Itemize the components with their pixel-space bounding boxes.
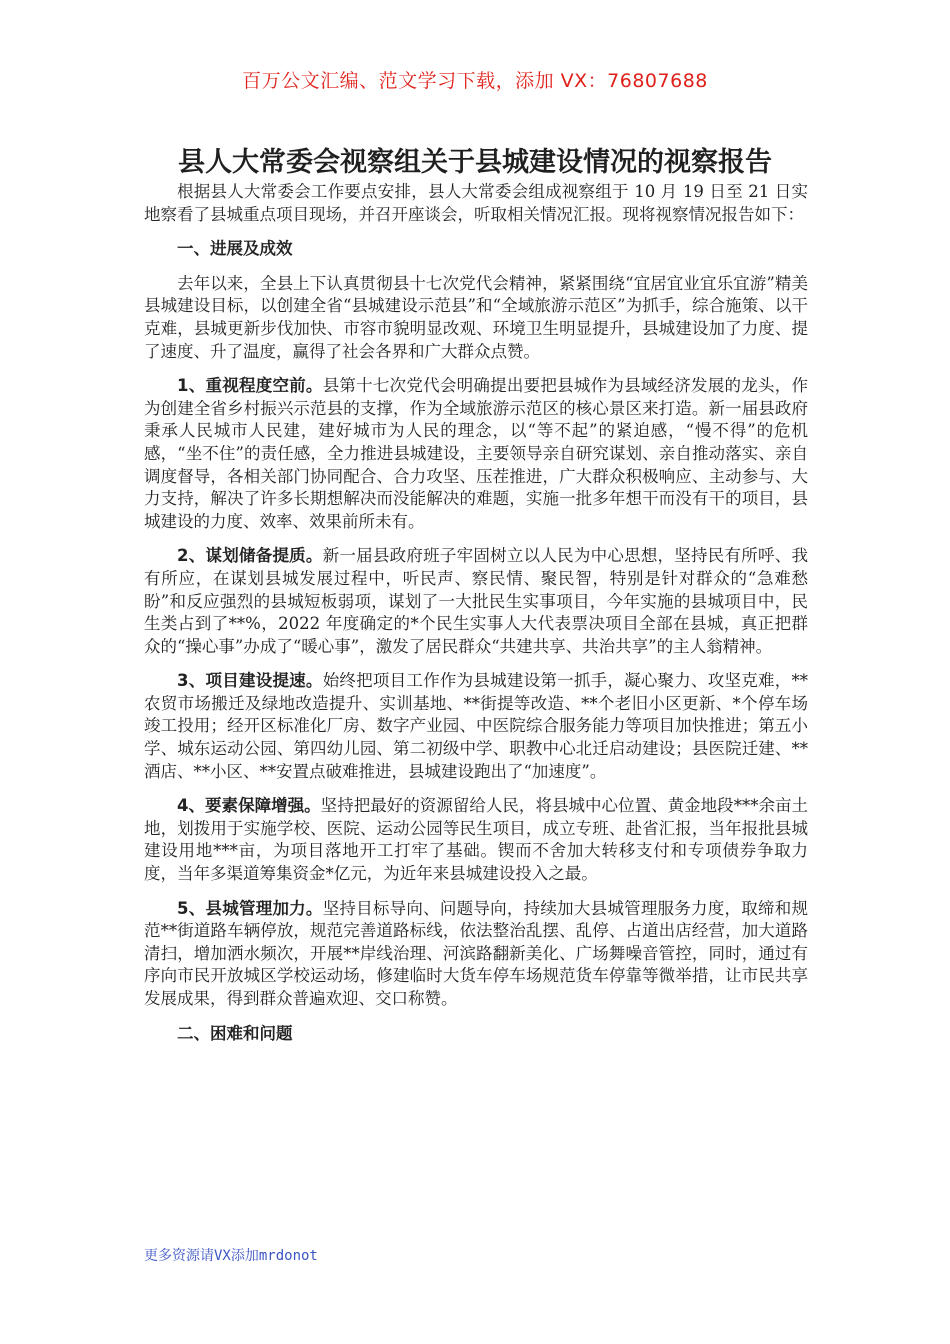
item-lead-5: 5、县城管理加力。	[177, 898, 323, 918]
document-body	[144, 181, 808, 1057]
item-lead-2: 2、谋划储备提质。	[177, 546, 323, 566]
item-text-3: 始终把项目工作作为县城建设第一抓手，凝心聚力、攻坚克难，**农贸市场搬迁及绿地改造提升、实训基地、**街提等改造、**个老旧小区更新、*个停车场竣工投用；经开区标准化厂房、数字产业园、中医院综合服务能力等项目加快推进；第五小学、城东运动公园、第四幼儿园、第二初级中学、职教中心北迁启动建设；县医院迁建、**酒店、**小区、**安置点破难推进，县城建设跑出了“加速度”。	[144, 671, 809, 781]
item-text-4: 坚持把最好的资源留给人民，将县城中心位置、黄金地段***余亩土地，划拨用于实施学校、医院、运动公园等民生项目，成立专班、赴省汇报，当年报批县城建设用地***亩，为项目落地开工打牢了基础。锲而不舍加大转移支付和专项债券争取力度，当年多渠道筹集资金*亿元，为近年来县城建设投入之最。	[144, 796, 809, 884]
section-summary-paragraph: 去年以来，全县上下认真贯彻县十七次党代会精神，紧紧围绕“宜居宜业宜乐宜游”精美县城建设目标，以创建全省“县城建设示范县”和“全域旅游示范区”为抓手，综合施策、以干克难，县城更新步伐加快、市容市貌明显改观、环境卫生明显提升，县城建设加了力度、提了速度、升了温度，赢得了社会各界和广大群众点赞。	[144, 273, 808, 361]
item-text-1: 县第十七次党代会明确提出要把县城作为县域经济发展的龙头，作为创建全省乡村振兴示范县的支撑，作为全域旅游示范区的核心景区来打造。新一届县政府秉承人民城市人民建，建好城市为人民的理念，以“等不起”的紧迫感，“慢不得”的危机感，“坐不住”的责任感，全力推进县城建设，主要领导亲自研究谋划、亲自推动落实、亲自调度督导，各相关部门协同配合、合力攻坚、压茬推进，广大群众积极响应、主动参与、大力支持，解决了许多长期想解决而没能解决的难题，实施一批多年想干而没有干的项目，县城建设的力度、效率、效果前所未有。	[144, 376, 809, 531]
intro-paragraph: 根据县人大常委会工作要点安排，县人大常委会组成视察组于 10 月 19 日至 21 日实地察看了县城重点项目现场，并召开座谈会，听取相关情况汇报。现将视察情况报告如下：	[144, 182, 808, 224]
item-text-2: 新一届县政府班子牢固树立以人民为中心思想，坚持民有所呼、我有所应，在谋划县城发展过程中，听民声、察民情、聚民智，特别是针对群众的“急难愁盼”和反应强烈的县城短板弱项，谋划了一大批民生实事项目，今年实施的县城项目中，民生类占到了**%，2022 年度确定的*个民生实事人大代表票决项目全部在县城，真正把群众的“操心事”办成了“暖心事”，激发了居民群众“共建共享、共治共享”的主人翁精神。	[144, 546, 809, 656]
item-lead-4: 4、要素保障增强。	[177, 796, 321, 816]
item-paragraph-2	[144, 545, 808, 658]
section-heading-problems: 二、困难和问题	[177, 1023, 293, 1043]
item-paragraph-3	[144, 670, 808, 783]
item-paragraph-1	[144, 375, 808, 533]
item-text-5: 坚持目标导向、问题导向，持续加大县城管理服务力度，取缔和规范**街道路车辆停放，规范完善道路标线，依法整治乱摆、乱停、占道出店经营，加大道路清扫，增加洒水频次，开展**岸线治理、河滨路翻新美化、广场舞噪音管控，同时，通过有序向市民开放城区学校运动场，修建临时大货车停车场规范货车停靠等微举措，让市民共享发展成果，得到群众普遍欢迎、交口称赞。	[144, 898, 809, 1008]
footer-note: 更多资源请VX添加mrdonot	[144, 1248, 318, 1264]
item-lead-1: 1、重视程度空前。	[177, 376, 323, 396]
item-lead-3: 3、项目建设提速。	[177, 671, 323, 691]
header-banner: 百万公文汇编、范文学习下载，添加 VX：76807688	[242, 70, 708, 92]
item-paragraph-4	[144, 795, 808, 885]
item-paragraph-5	[144, 898, 808, 1011]
document-title: 县人大常委会视察组关于县城建设情况的视察报告	[178, 147, 772, 178]
section-heading-progress: 一、进展及成效	[177, 239, 293, 259]
